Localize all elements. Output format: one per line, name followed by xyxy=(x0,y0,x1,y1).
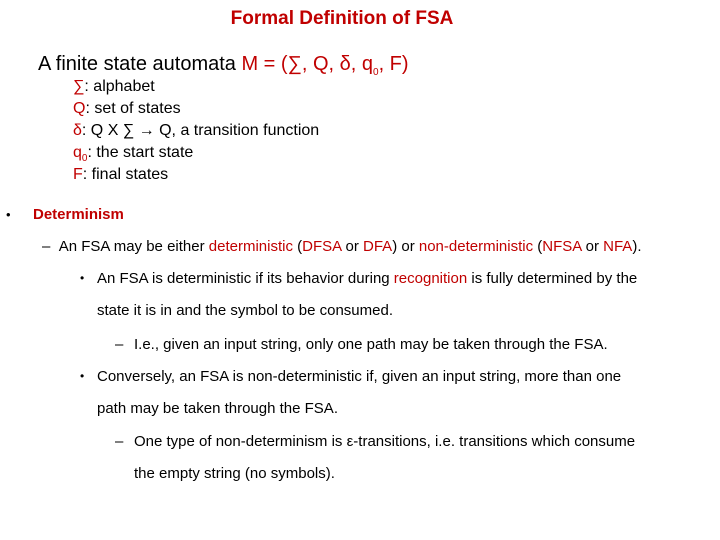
slide-title: Formal Definition of FSA xyxy=(230,8,454,29)
component-transition: δ: Q X ∑ → Q, a transition function xyxy=(73,122,320,139)
definition-prefix: A finite state automata xyxy=(38,53,242,75)
point-fsa-types: – An FSA may be either deterministic (DFSA or DFA) or non-deterministic (NFSA or NFA). xyxy=(42,238,642,255)
fsa-definition xyxy=(38,53,409,78)
component-alphabet: ∑: alphabet xyxy=(73,78,155,95)
nondeterministic-line-1: Conversely, an FSA is non-deterministic if, given an input string, more than one xyxy=(97,368,622,385)
component-final-states: F: final states xyxy=(73,166,169,183)
sub2-dash: – xyxy=(115,433,124,450)
nondeterministic-line-2: path may be taken through the FSA. xyxy=(97,400,338,417)
deterministic-line-2: state it is in and the symbol to be consumed. xyxy=(97,302,393,319)
deterministic-line-1: An FSA is deterministic if its behavior during recognition is fully determined by the xyxy=(97,270,638,287)
definition-tuple: M = (∑, Q, δ, $q_0$, F) xyxy=(241,53,409,78)
sub1-bullet: • xyxy=(80,271,85,285)
epsilon-line-1: One type of non-determinism is ε-transitions, i.e. transitions which consume xyxy=(134,433,636,450)
section-bullet: • xyxy=(6,207,11,222)
single-path-note: I.e., given an input string, only one path may be taken through the FSA. xyxy=(134,336,608,353)
sub1-dash: – xyxy=(115,336,124,353)
section-heading: Determinism xyxy=(33,206,124,223)
sub2-bullet: • xyxy=(80,369,85,383)
component-states: Q: set of states xyxy=(73,100,181,117)
epsilon-line-2: the empty string (no symbols). xyxy=(134,465,335,482)
component-start-state: $q_0$: the start state xyxy=(73,144,194,165)
